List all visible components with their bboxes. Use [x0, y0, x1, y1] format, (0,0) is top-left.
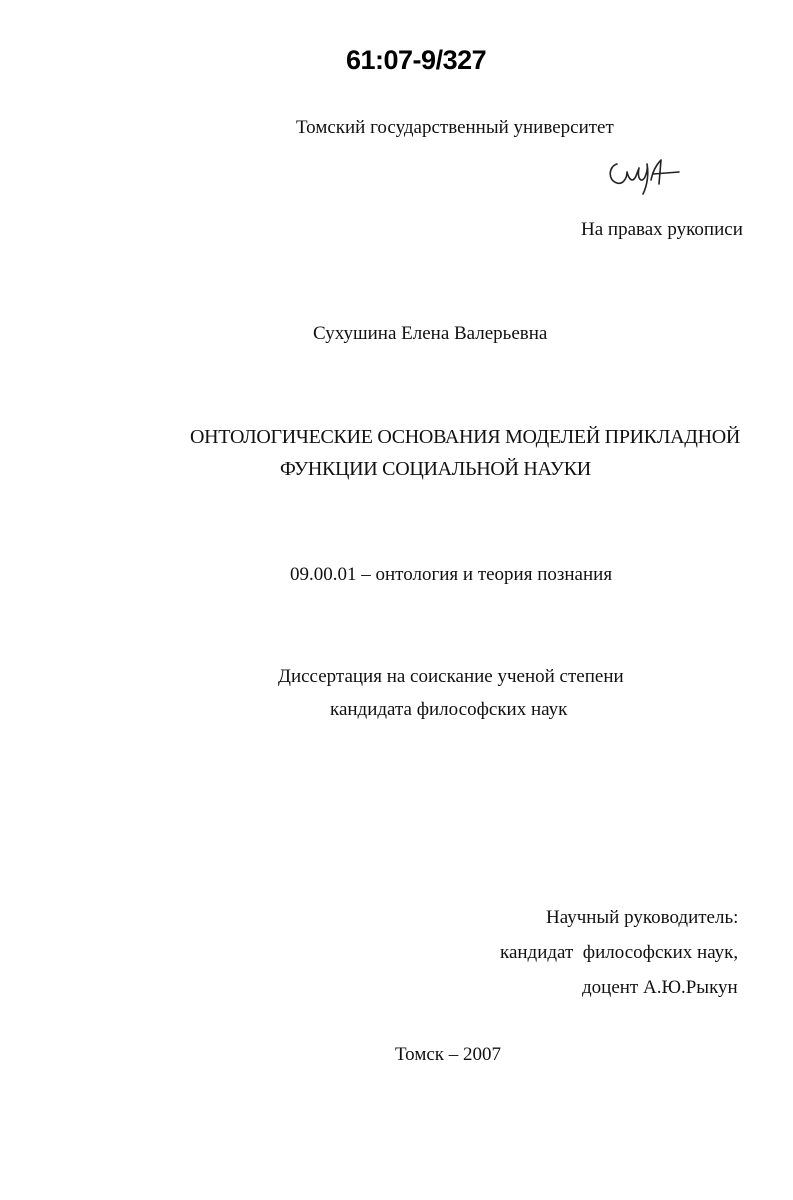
university-name: Томский государственный университет [296, 117, 614, 138]
dissertation-title-line-2: ФУНКЦИИ СОЦИАЛЬНОЙ НАУКИ [280, 458, 591, 480]
call-number: 61:07-9/327 [346, 45, 487, 75]
supervisor-name: доцент А.Ю.Рыкун [582, 977, 738, 998]
signature-image [603, 150, 693, 200]
supervisor-degree: кандидат философских наук, [500, 942, 739, 963]
manuscript-note: На правах рукописи [581, 219, 743, 240]
specialty-code: 09.00.01 – онтология и теория познания [290, 564, 613, 585]
dissertation-title-line-1: ОНТОЛОГИЧЕСКИЕ ОСНОВАНИЯ МОДЕЛЕЙ ПРИКЛАДНОЙ [190, 426, 741, 448]
place-year: Томск – 2007 [395, 1044, 502, 1065]
author-name: Сухушина Елена Валерьевна [313, 323, 548, 344]
degree-line-1: Диссертация на соискание ученой степени [278, 666, 624, 687]
degree-line-2: кандидата философских наук [330, 699, 568, 720]
supervisor-label: Научный руководитель: [546, 907, 739, 928]
